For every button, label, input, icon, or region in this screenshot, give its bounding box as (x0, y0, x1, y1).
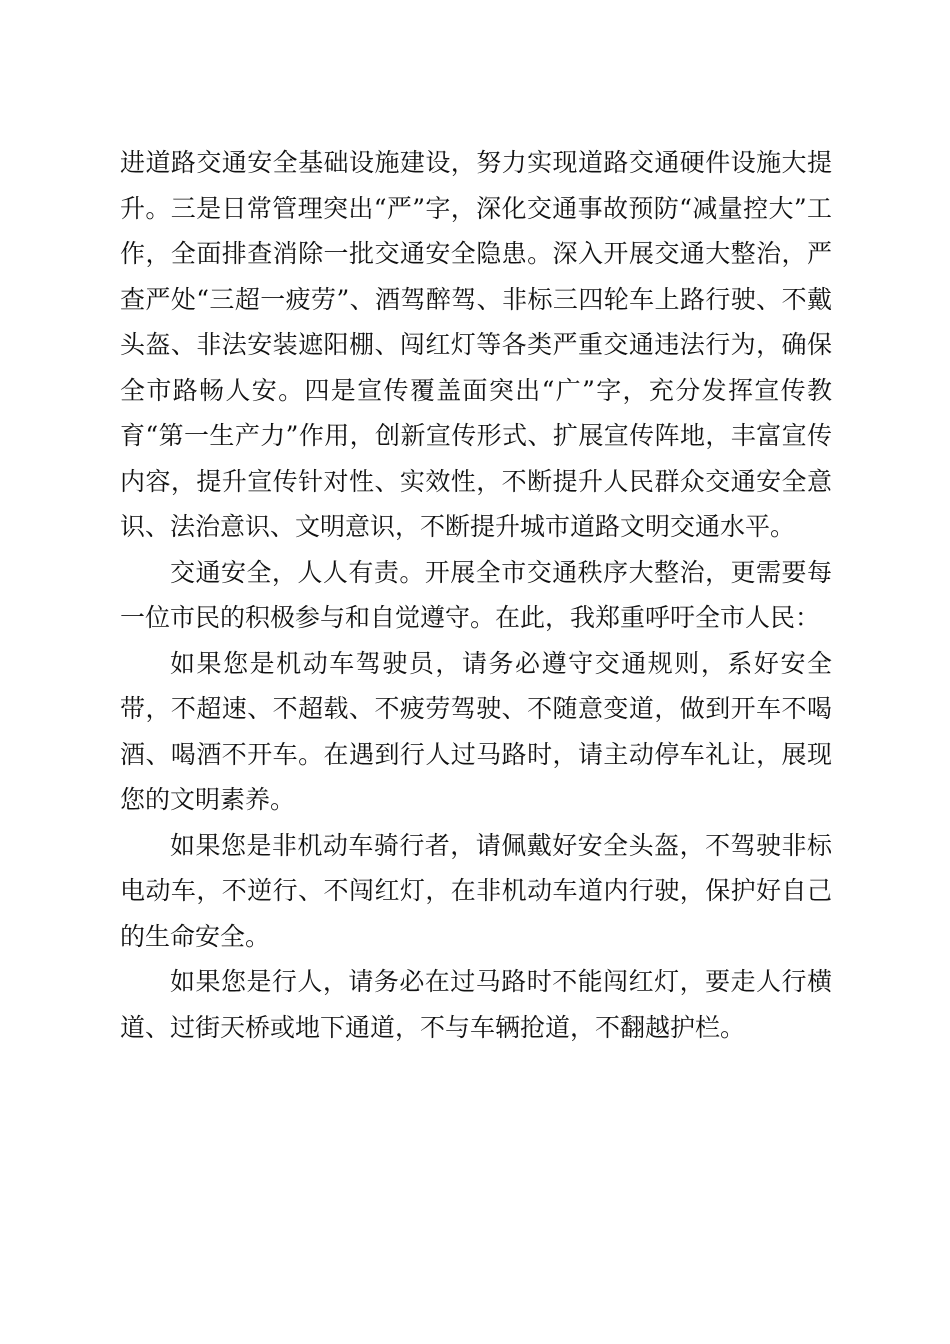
paragraph-pedestrians: 如果您是行人，请务必在过马路时不能闯红灯，要走人行横道、过街天桥或地下通道，不与车辆抢道，不翻越护栏。 (120, 967, 832, 1042)
paragraph-non-motor-riders: 如果您是非机动车骑行者，请佩戴好安全头盔，不驾驶非标电动车，不逆行、不闯红灯，在非机动车道内行驶，保护好自己的生命安全。 (120, 830, 832, 951)
body-text (120, 140, 832, 1050)
paragraph-motor-vehicle-drivers: 如果您是机动车驾驶员，请务必遵守交通规则，系好安全带，不超速、不超载、不疲劳驾驶、不随意变道，做到开车不喝酒、喝酒不开车。在遇到行人过马路时，请主动停车礼让，展现您的文明素养。 (120, 648, 832, 814)
paragraph-continuation: 进道路交通安全基础设施建设，努力实现道路交通硬件设施大提升。三是日常管理突出“严”字，深化交通事故预防“减量控大”工作，全面排查消除一批交通安全隐患。深入开展交通大整治，严查严处“三超一疲劳”、酒驾醉驾、非标三四轮车上路行驶、不戴头盔、非法安装遮阳棚、闯红灯等各类严重交通违法行为，确保全市路畅人安。四是宣传覆盖面突出“广”字，充分发挥宣传教育“第一生产力”作用，创新宣传形式、扩展宣传阵地，丰富宣传内容，提升宣传针对性、实效性，不断提升人民群众交通安全意识、法治意识、文明意识，不断提升城市道路文明交通水平。 (120, 148, 832, 541)
paragraph-appeal-intro: 交通安全，人人有责。开展全市交通秩序大整治，更需要每一位市民的积极参与和自觉遵守。在此，我郑重呼吁全市人民： (120, 557, 832, 632)
